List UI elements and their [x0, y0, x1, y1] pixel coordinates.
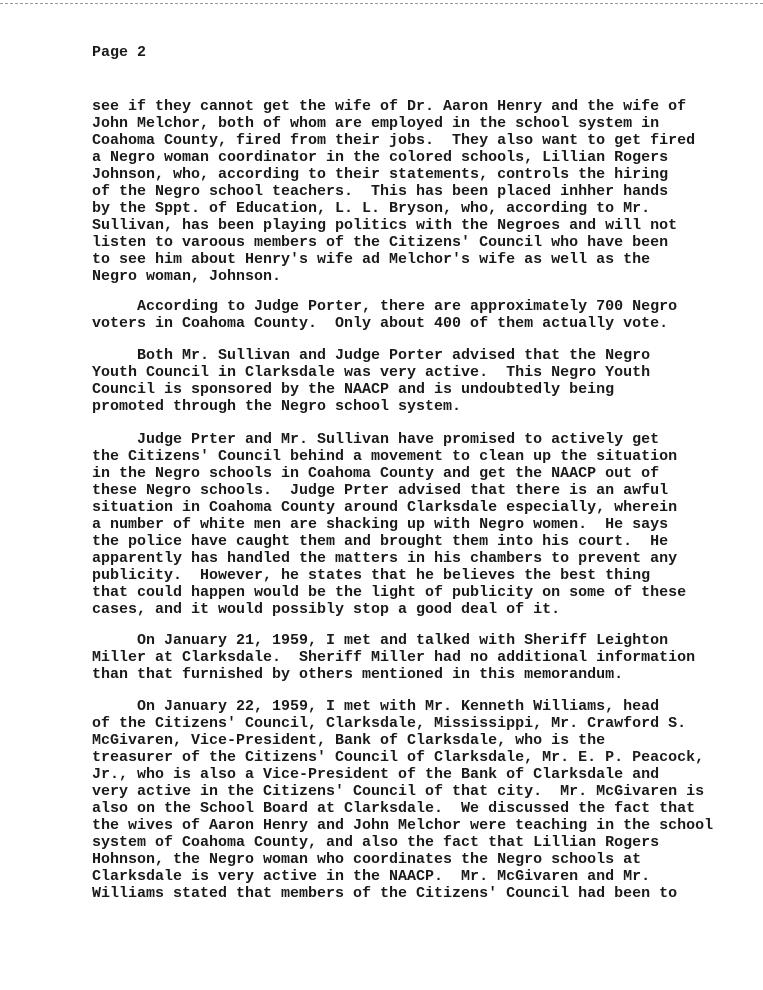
text-line: On January 22, 1959, I met with Mr. Kenneth Williams, head — [92, 698, 660, 715]
text-line: Hohnson, the Negro woman who coordinates the Negro schools at — [92, 851, 642, 868]
text-line: very active in the Citizens' Council of that city. Mr. McGivaren is — [92, 783, 705, 800]
text-line: situation in Coahoma County around Clarksdale especially, wherein — [92, 499, 678, 516]
text-line: system of Coahoma County, and also the fact that Lillian Rogers — [92, 834, 660, 851]
text-line: these Negro schools. Judge Prter advised that there is an awful — [92, 482, 669, 499]
text-line: in the Negro schools in Coahoma County and get the NAACP out of — [92, 465, 660, 482]
text-line: On January 21, 1959, I met and talked with Sheriff Leighton — [92, 632, 669, 649]
text-line: see if they cannot get the wife of Dr. Aaron Henry and the wife of — [92, 98, 687, 115]
text-line: listen to varoous members of the Citizens' Council who have been — [92, 234, 669, 251]
text-line: McGivaren, Vice-President, Bank of Clarksdale, who is the — [92, 732, 606, 749]
text-line: cases, and it would possibly stop a good deal of it. — [92, 601, 561, 618]
text-line: Sullivan, has been playing politics with the Negroes and will not — [92, 217, 678, 234]
text-line: Coahoma County, fired from their jobs. They also want to get fired — [92, 132, 696, 149]
text-line: to see him about Henry's wife ad Melchor's wife as well as the — [92, 251, 651, 268]
text-line: than that furnished by others mentioned in this memorandum. — [92, 666, 624, 683]
text-line: the Citizens' Council behind a movement to clean up the situation — [92, 448, 678, 465]
text-line: Youth Council in Clarksdale was very active. This Negro Youth — [92, 364, 651, 381]
text-line: Council is sponsored by the NAACP and is undoubtedly being — [92, 381, 615, 398]
text-line: that could happen would be the light of publicity on some of these — [92, 584, 687, 601]
text-line: Jr., who is also a Vice-President of the Bank of Clarksdale and — [92, 766, 660, 783]
text-line: also on the School Board at Clarksdale. We discussed the fact that — [92, 800, 696, 817]
text-line: Both Mr. Sullivan and Judge Porter advised that the Negro — [92, 347, 651, 364]
text-line: Johnson, who, according to their statements, controls the hiring — [92, 166, 669, 183]
text-line: apparently has handled the matters in his chambers to prevent any — [92, 550, 678, 567]
text-line: the police have caught them and brought them into his court. He — [92, 533, 669, 550]
page-number: Page 2 — [92, 44, 147, 61]
text-line: Williams stated that members of the Citizens' Council had been to — [92, 885, 678, 902]
text-line: Judge Prter and Mr. Sullivan have promised to actively get — [92, 431, 660, 448]
text-line: of the Negro school teachers. This has been placed inhher hands — [92, 183, 669, 200]
text-line: by the Sppt. of Education, L. L. Bryson, who, according to Mr. — [92, 200, 651, 217]
text-line: a number of white men are shacking up with Negro women. He says — [92, 516, 669, 533]
top-dashed-border — [0, 3, 763, 4]
text-line: the wives of Aaron Henry and John Melchor were teaching in the school — [92, 817, 714, 834]
text-line: According to Judge Porter, there are approximately 700 Negro — [92, 298, 678, 315]
text-line: publicity. However, he states that he believes the best thing — [92, 567, 651, 584]
text-line: promoted through the Negro school system. — [92, 398, 462, 415]
text-line: voters in Coahoma County. Only about 400 of them actually vote. — [92, 315, 669, 332]
text-line: Negro woman, Johnson. — [92, 268, 282, 285]
text-line: of the Citizens' Council, Clarksdale, Mississippi, Mr. Crawford S. — [92, 715, 687, 732]
text-line: John Melchor, both of whom are employed in the school system in — [92, 115, 660, 132]
text-line: Clarksdale is very active in the NAACP. Mr. McGivaren and Mr. — [92, 868, 651, 885]
text-line: a Negro woman coordinator in the colored schools, Lillian Rogers — [92, 149, 669, 166]
text-line: treasurer of the Citizens' Council of Clarksdale, Mr. E. P. Peacock, — [92, 749, 705, 766]
text-line: Miller at Clarksdale. Sheriff Miller had no additional information — [92, 649, 696, 666]
